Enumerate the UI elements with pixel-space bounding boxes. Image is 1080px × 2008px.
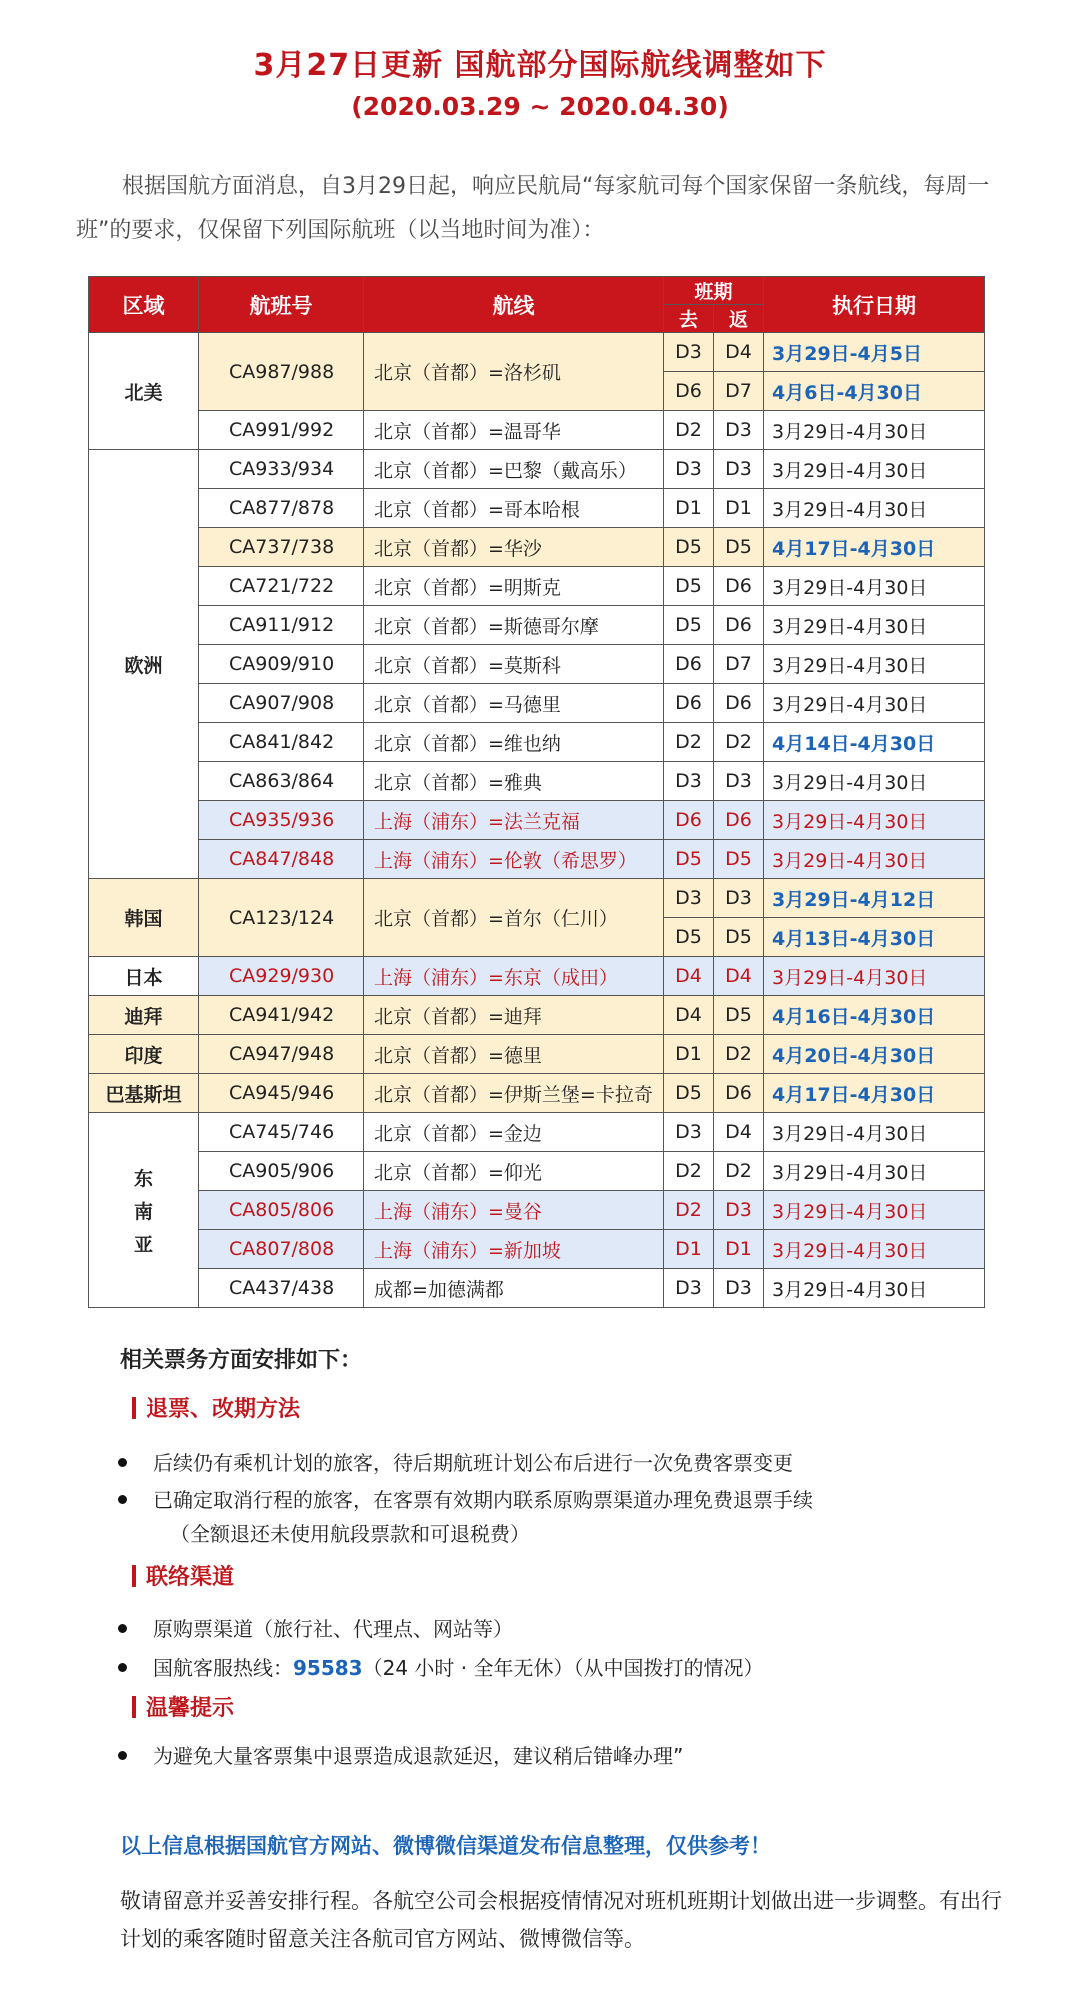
table-row [89,528,985,567]
header-route: 航线 [364,277,664,333]
flight-cell: CA945/946 [199,1074,364,1113]
header-region: 区域 [89,277,199,333]
date-cell: 3月29日-4月30日 [764,957,985,996]
date-cell: 3月29日-4月30日 [764,1113,985,1152]
table-row [89,450,985,489]
page-subtitle: (2020.03.29 ~ 2020.04.30) [351,92,729,121]
table-row [89,411,985,450]
table-row [89,840,985,879]
back-cell: D7 [714,372,764,411]
route-cell: 北京（首都）=马德里 [364,684,664,723]
date-cell: 4月16日-4月30日 [764,996,985,1035]
back-cell: D4 [714,333,764,372]
page-title: 3月27日更新 国航部分国际航线调整如下 [253,48,827,83]
out-cell: D2 [664,1152,714,1191]
region-char: 东 [133,1167,153,1190]
date-cell: 3月29日-4月30日 [764,1191,985,1230]
list-item-text: 已确定取消行程的旅客，在客票有效期内联系原购票渠道办理免费退票手续 [153,1488,813,1512]
out-cell: D5 [664,567,714,606]
route-cell: 北京（首都）=伊斯兰堡=卡拉奇 [364,1074,664,1113]
refund-title-text: 退票、改期方法 [146,1397,301,1422]
route-cell: 北京（首都）=温哥华 [364,411,664,450]
flight-cell: CA841/842 [199,723,364,762]
date-cell: 3月29日-4月30日 [764,801,985,840]
date-cell: 4月14日-4月30日 [764,723,985,762]
flight-cell: CA737/738 [199,528,364,567]
list-item [118,1652,763,1681]
table-row [89,723,985,762]
table-row [89,1074,985,1113]
flight-cell: CA991/992 [199,411,364,450]
out-cell: D1 [664,1035,714,1074]
out-cell: D5 [664,606,714,645]
out-cell: D2 [664,723,714,762]
flight-cell: CA721/722 [199,567,364,606]
table-row [89,1113,985,1152]
section-bar [132,1696,136,1718]
date-cell: 3月29日-4月30日 [764,684,985,723]
out-cell: D3 [664,1269,714,1308]
date-cell: 3月29日-4月30日 [764,1230,985,1269]
bullet-icon [118,1624,127,1633]
date-cell: 4月17日-4月30日 [764,1074,985,1113]
header-flight: 航班号 [199,277,364,333]
table-row [89,1152,985,1191]
flight-cell: CA745/746 [199,1113,364,1152]
date-cell: 3月29日-4月30日 [764,840,985,879]
route-cell: 北京（首都）=雅典 [364,762,664,801]
region-cell: 北美 [89,333,199,450]
contact-section-title [132,1560,234,1591]
region-cell: 欧洲 [89,450,199,879]
flight-cell: CA877/878 [199,489,364,528]
table-row [89,1230,985,1269]
flight-cell: CA987/988 [199,333,364,411]
date-cell: 3月29日-4月30日 [764,411,985,450]
table-row [89,567,985,606]
out-cell: D5 [664,1074,714,1113]
bullet-icon [118,1495,127,1504]
date-cell: 3月29日-4月30日 [764,567,985,606]
flight-cell: CA941/942 [199,996,364,1035]
intro-paragraph: 根据国航方面消息，自3月29日起，响应民航局“每家航司每个国家保留一条航线，每周一班”的要求，仅保留下列国际航班（以当地时间为准）： [76,174,990,243]
back-cell: D1 [714,1230,764,1269]
section-bar [132,1565,136,1587]
region-cell: 韩国 [89,879,199,957]
flight-cell: CA807/808 [199,1230,364,1269]
date-cell: 3月29日-4月30日 [764,489,985,528]
route-cell: 北京（首都）=斯德哥尔摩 [364,606,664,645]
date-cell: 4月13日-4月30日 [764,918,985,957]
table-row [89,489,985,528]
route-cell: 上海（浦东）=东京（成田） [364,957,664,996]
refund-note: （全额退还未使用航段票款和可退税费） [170,1522,530,1546]
route-cell: 上海（浦东）=新加坡 [364,1230,664,1269]
back-cell: D6 [714,1074,764,1113]
ticketing-heading: 相关票务方面安排如下： [120,1348,363,1373]
back-cell: D6 [714,801,764,840]
back-cell: D6 [714,606,764,645]
tips-section-title [132,1691,234,1722]
list-item [118,1740,683,1769]
date-cell: 4月6日-4月30日 [764,372,985,411]
back-cell: D3 [714,1191,764,1230]
route-cell: 北京（首都）=莫斯科 [364,645,664,684]
header-dates: 执行日期 [764,277,985,333]
flight-cell: CA437/438 [199,1269,364,1308]
back-cell: D6 [714,684,764,723]
contact-title-text: 联络渠道 [146,1565,235,1590]
back-cell: D5 [714,840,764,879]
out-cell: D5 [664,840,714,879]
header-schedule: 班期 [664,277,764,305]
flight-schedule-table [88,276,985,1308]
route-cell: 北京（首都）=迪拜 [364,996,664,1035]
out-cell: D3 [664,1113,714,1152]
flight-cell: CA905/906 [199,1152,364,1191]
region-cell: 印度 [89,1035,199,1074]
out-cell: D5 [664,528,714,567]
route-cell: 北京（首都）=洛杉矶 [364,333,664,411]
flight-cell: CA929/930 [199,957,364,996]
date-cell: 4月20日-4月30日 [764,1035,985,1074]
back-cell: D4 [714,957,764,996]
route-cell: 北京（首都）=仰光 [364,1152,664,1191]
table-row [89,333,985,372]
out-cell: D6 [664,801,714,840]
back-cell: D6 [714,567,764,606]
flight-cell: CA933/934 [199,450,364,489]
out-cell: D3 [664,879,714,918]
hotline-note: （24 小时 · 全年无休）（从中国拨打的情况） [362,1656,764,1680]
list-item [118,1613,513,1642]
date-cell: 3月29日-4月30日 [764,762,985,801]
flight-cell: CA935/936 [199,801,364,840]
region-cell: 巴基斯坦 [89,1074,199,1113]
back-cell: D5 [714,918,764,957]
out-cell: D6 [664,645,714,684]
date-cell: 3月29日-4月12日 [764,879,985,918]
table-header-row [89,277,985,305]
out-cell: D6 [664,684,714,723]
table-row [89,996,985,1035]
route-cell: 北京（首都）=金边 [364,1113,664,1152]
out-cell: D6 [664,372,714,411]
back-cell: D2 [714,1152,764,1191]
header-out: 去 [664,305,714,333]
out-cell: D4 [664,996,714,1035]
flight-cell: CA123/124 [199,879,364,957]
back-cell: D3 [714,411,764,450]
table-row [89,684,985,723]
bullet-icon [118,1751,127,1760]
closing-paragraph: 敬请留意并妥善安排行程。各航空公司会根据疫情情况对班机班期计划做出进一步调整。有出行计划的乘客随时留意关注各航司官方网站、微博微信等。 [120,1889,1002,1951]
out-cell: D5 [664,918,714,957]
route-cell: 北京（首都）=华沙 [364,528,664,567]
out-cell: D1 [664,1230,714,1269]
date-cell: 3月29日-4月30日 [764,1152,985,1191]
list-item-text: 后续仍有乘机计划的旅客，待后期航班计划公布后进行一次免费客票变更 [153,1451,793,1475]
table-row [89,1035,985,1074]
bullet-icon [118,1458,127,1467]
route-cell: 北京（首都）=首尔（仁川） [364,879,664,957]
out-cell: D4 [664,957,714,996]
refund-section-title [132,1392,300,1423]
region-cell [89,1113,199,1308]
back-cell: D3 [714,879,764,918]
hotline-number[interactable]: 95583 [293,1656,363,1680]
section-bar [132,1397,136,1419]
flight-cell: CA847/848 [199,840,364,879]
route-cell: 北京（首都）=明斯克 [364,567,664,606]
region-cell: 迪拜 [89,996,199,1035]
route-cell: 北京（首都）=巴黎（戴高乐） [364,450,664,489]
date-cell: 3月29日-4月30日 [764,606,985,645]
out-cell: D2 [664,1191,714,1230]
table-row [89,879,985,918]
back-cell: D5 [714,528,764,567]
table-row [89,801,985,840]
back-cell: D3 [714,450,764,489]
table-row [89,1269,985,1308]
back-cell: D3 [714,1269,764,1308]
date-cell: 4月17日-4月30日 [764,528,985,567]
table-row [89,606,985,645]
header-back: 返 [714,305,764,333]
back-cell: D2 [714,1035,764,1074]
route-cell: 成都=加德满都 [364,1269,664,1308]
out-cell: D2 [664,411,714,450]
route-cell: 上海（浦东）=伦敦（希思罗） [364,840,664,879]
flight-cell: CA947/948 [199,1035,364,1074]
back-cell: D5 [714,996,764,1035]
hotline-label: 国航客服热线： [153,1656,293,1680]
source-notice: 以上信息根据国航官方网站、微博微信渠道发布信息整理，仅供参考！ [120,1834,771,1858]
date-cell: 3月29日-4月30日 [764,1269,985,1308]
route-cell: 上海（浦东）=曼谷 [364,1191,664,1230]
out-cell: D1 [664,489,714,528]
table-row [89,1191,985,1230]
table-row [89,957,985,996]
table-row [89,762,985,801]
back-cell: D2 [714,723,764,762]
back-cell: D4 [714,1113,764,1152]
route-cell: 北京（首都）=哥本哈根 [364,489,664,528]
out-cell: D3 [664,762,714,801]
flight-cell: CA863/864 [199,762,364,801]
back-cell: D3 [714,762,764,801]
table-row [89,645,985,684]
route-cell: 上海（浦东）=法兰克福 [364,801,664,840]
region-cell: 日本 [89,957,199,996]
flight-cell: CA805/806 [199,1191,364,1230]
flight-cell: CA909/910 [199,645,364,684]
list-item-text: 为避免大量客票集中退票造成退款延迟，建议稍后错峰办理” [153,1744,684,1768]
back-cell: D7 [714,645,764,684]
back-cell: D1 [714,489,764,528]
out-cell: D3 [664,333,714,372]
date-cell: 3月29日-4月30日 [764,645,985,684]
flight-cell: CA911/912 [199,606,364,645]
tips-title-text: 温馨提示 [146,1696,235,1721]
list-item [118,1484,813,1513]
route-cell: 北京（首都）=维也纳 [364,723,664,762]
out-cell: D3 [664,450,714,489]
bullet-icon [118,1663,127,1672]
region-char: 亚 [133,1233,153,1256]
route-cell: 北京（首都）=德里 [364,1035,664,1074]
list-item-text: 原购票渠道（旅行社、代理点、网站等） [153,1617,513,1641]
date-cell: 3月29日-4月5日 [764,333,985,372]
region-char: 南 [133,1200,153,1223]
date-cell: 3月29日-4月30日 [764,450,985,489]
list-item [118,1447,793,1476]
flight-cell: CA907/908 [199,684,364,723]
